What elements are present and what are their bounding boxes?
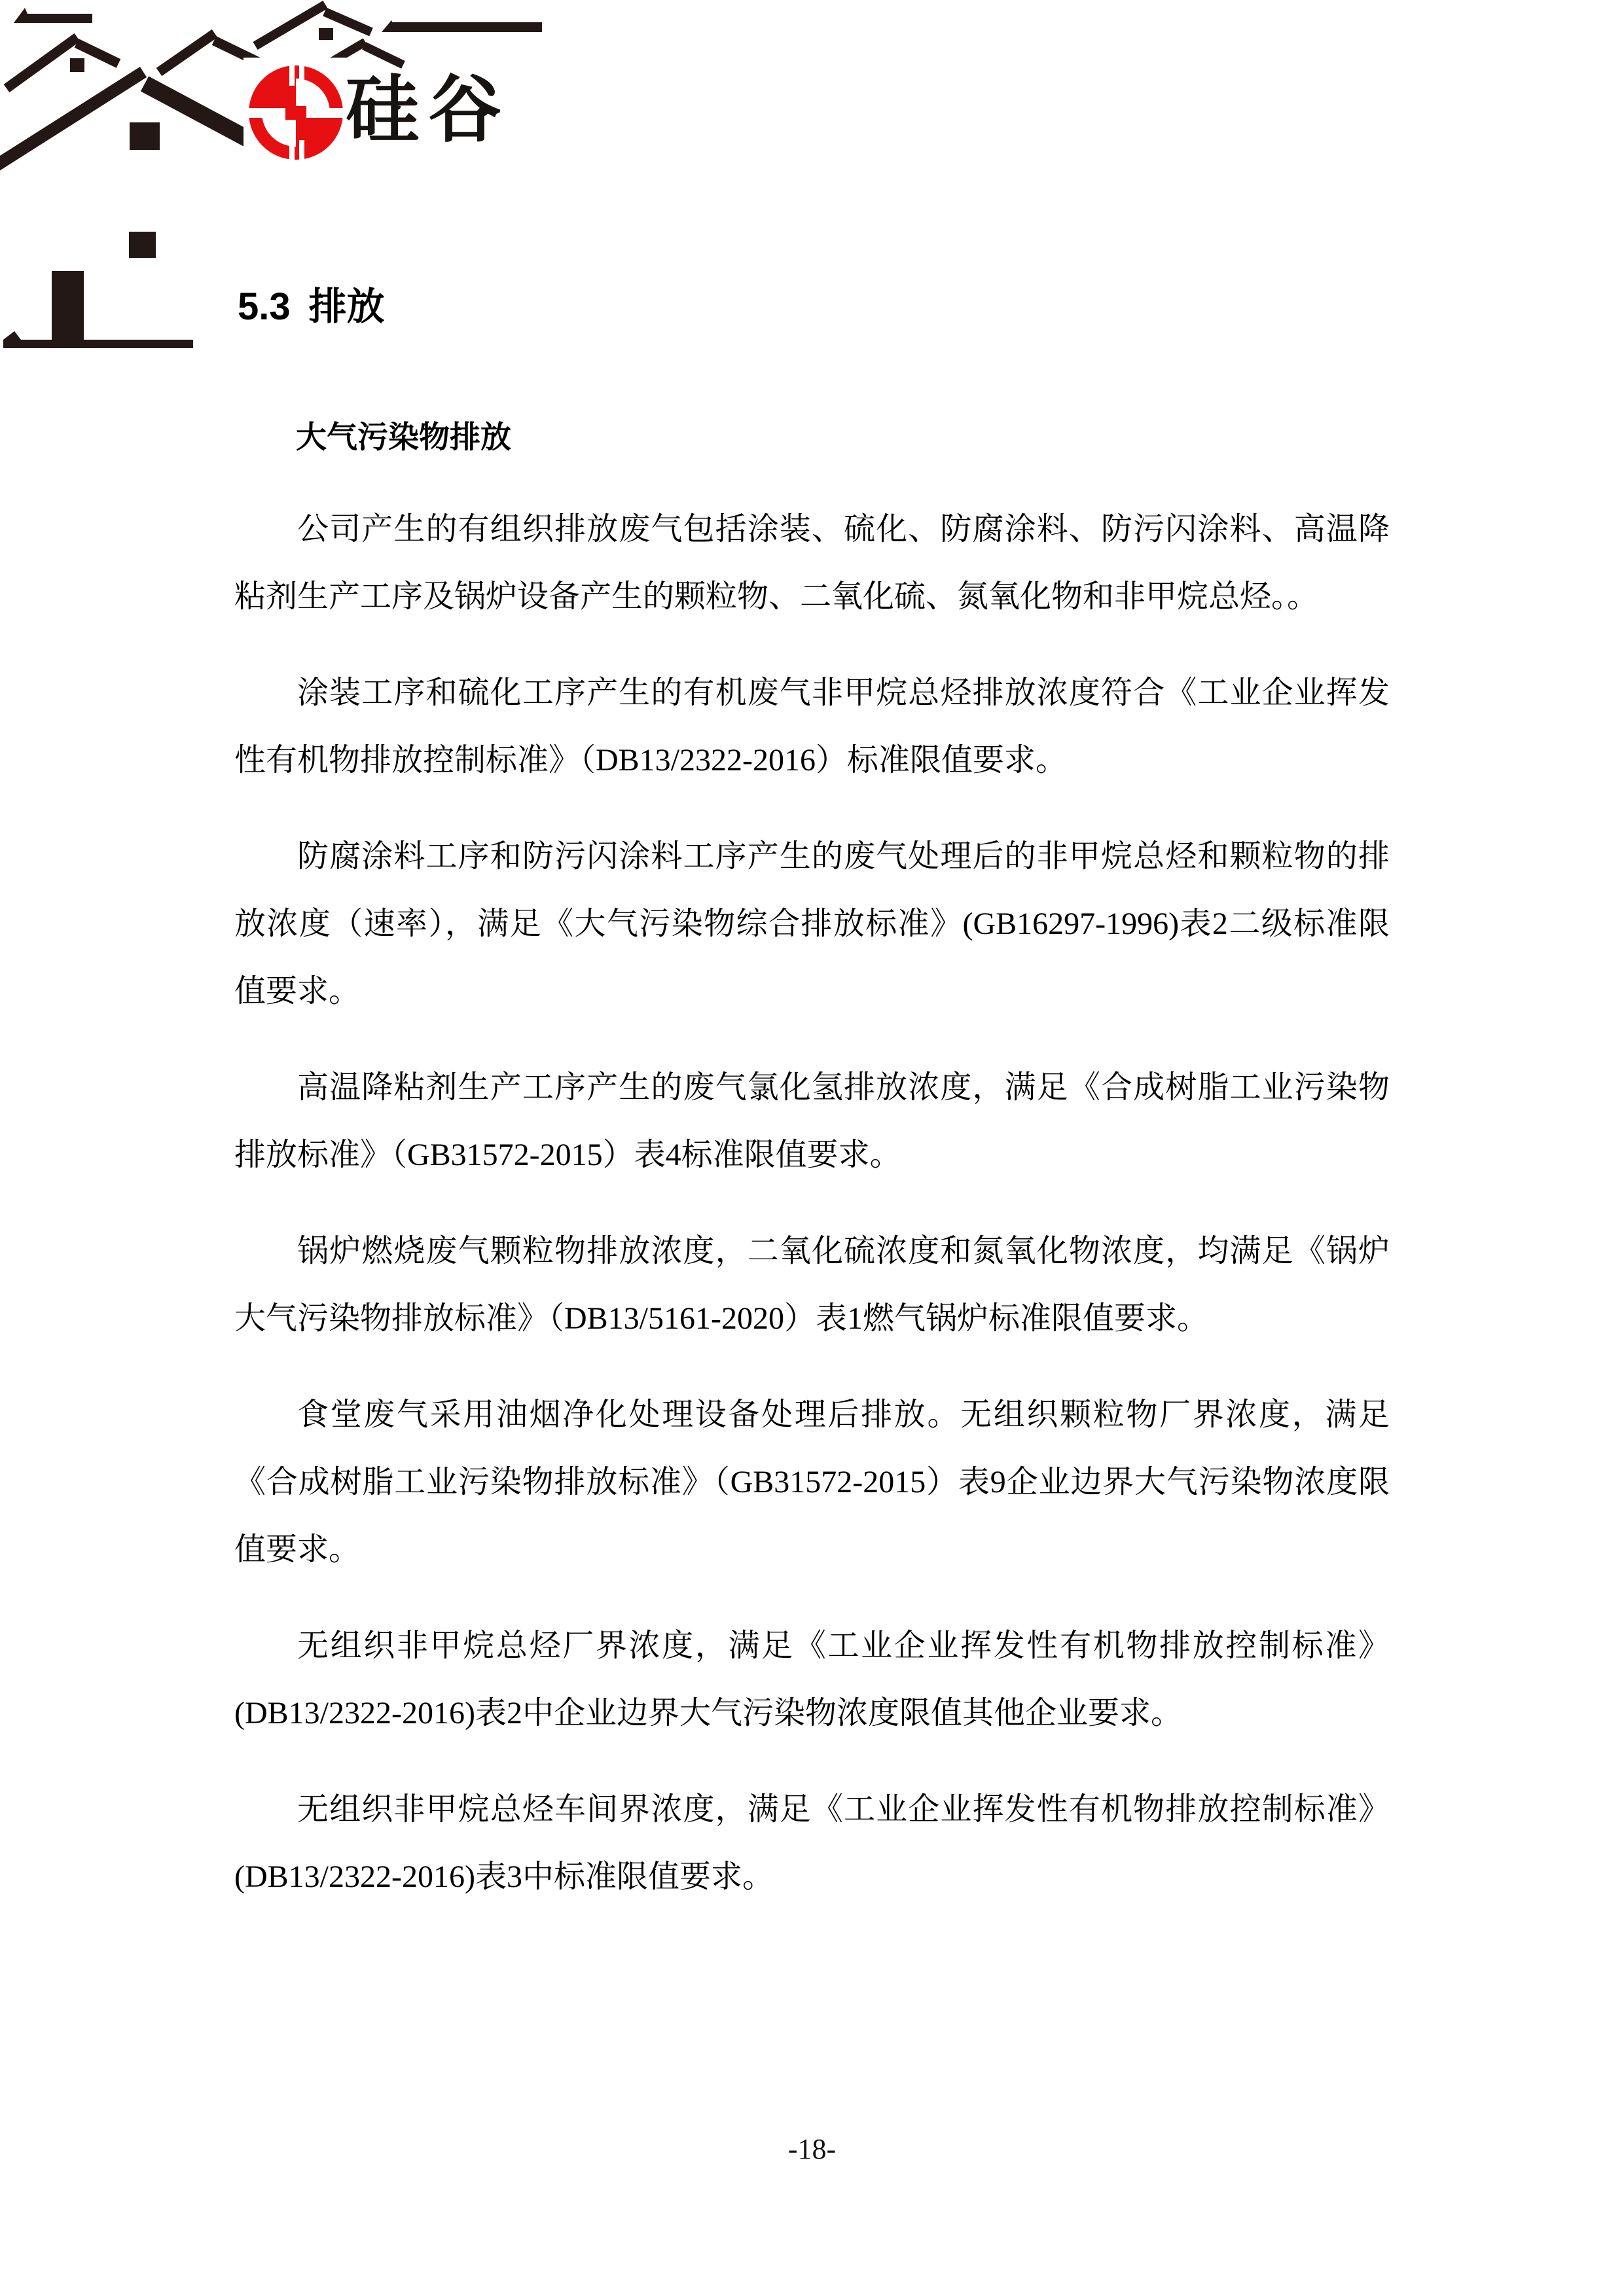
heading-number: 5.3	[238, 285, 291, 328]
page-number: -18-	[787, 2133, 837, 2165]
paragraph: 无组织非甲烷总烃厂界浓度，满足《工业企业挥发性有机物排放控制标准》(DB13/2322-2016)表2中企业边界大气污染物浓度限值其他企业要求。	[234, 1628, 1390, 1731]
subheading: 大气污染物排放	[296, 421, 511, 455]
paragraph: 无组织非甲烷总烃车间界浓度，满足《工业企业挥发性有机物排放控制标准》(DB13/2322-2016)表3中标准限值要求。	[234, 1792, 1390, 1894]
paragraph: 公司产生的有组织排放废气包括涂装、硫化、防腐涂料、防污闪涂料、高温降粘剂生产工序及锅炉设备产生的颗粒物、二氧化硫、氮氧化物和非甲烷总烃。。	[234, 512, 1390, 614]
logo-brand-text: 硅谷	[346, 69, 511, 151]
heading-title: 排放	[308, 285, 385, 328]
body-content	[234, 404, 1390, 1939]
paragraph: 涂装工序和硫化工序产生的有机废气非甲烷总烃排放浓度符合《工业企业挥发性有机物排放控制标准》（DB13/2322-2016）标准限值要求。	[234, 675, 1390, 778]
paragraph: 锅炉燃烧废气颗粒物排放浓度，二氧化硫浓度和氮氧化物浓度，均满足《锅炉大气污染物排放标准》（DB13/5161-2020）表1燃气锅炉标准限值要求。	[234, 1234, 1390, 1336]
paragraph: 食堂废气采用油烟净化处理设备处理后排放。无组织颗粒物厂界浓度，满足《合成树脂工业污染物排放标准》（GB31572-2015）表9企业边界大气污染物浓度限值要求。	[234, 1397, 1390, 1567]
logo-emblem-icon	[244, 58, 352, 170]
paragraph: 防腐涂料工序和防污闪涂料工序产生的废气处理后的非甲烷总烃和颗粒物的排放浓度（速率），满足《大气污染物综合排放标准》(GB16297-1996)表2二级标准限值要求。	[234, 839, 1390, 1009]
section-heading	[238, 285, 385, 328]
paragraph: 高温降粘剂生产工序产生的废气氯化氢排放浓度，满足《合成树脂工业污染物排放标准》（GB31572-2015）表4标准限值要求。	[234, 1070, 1390, 1172]
